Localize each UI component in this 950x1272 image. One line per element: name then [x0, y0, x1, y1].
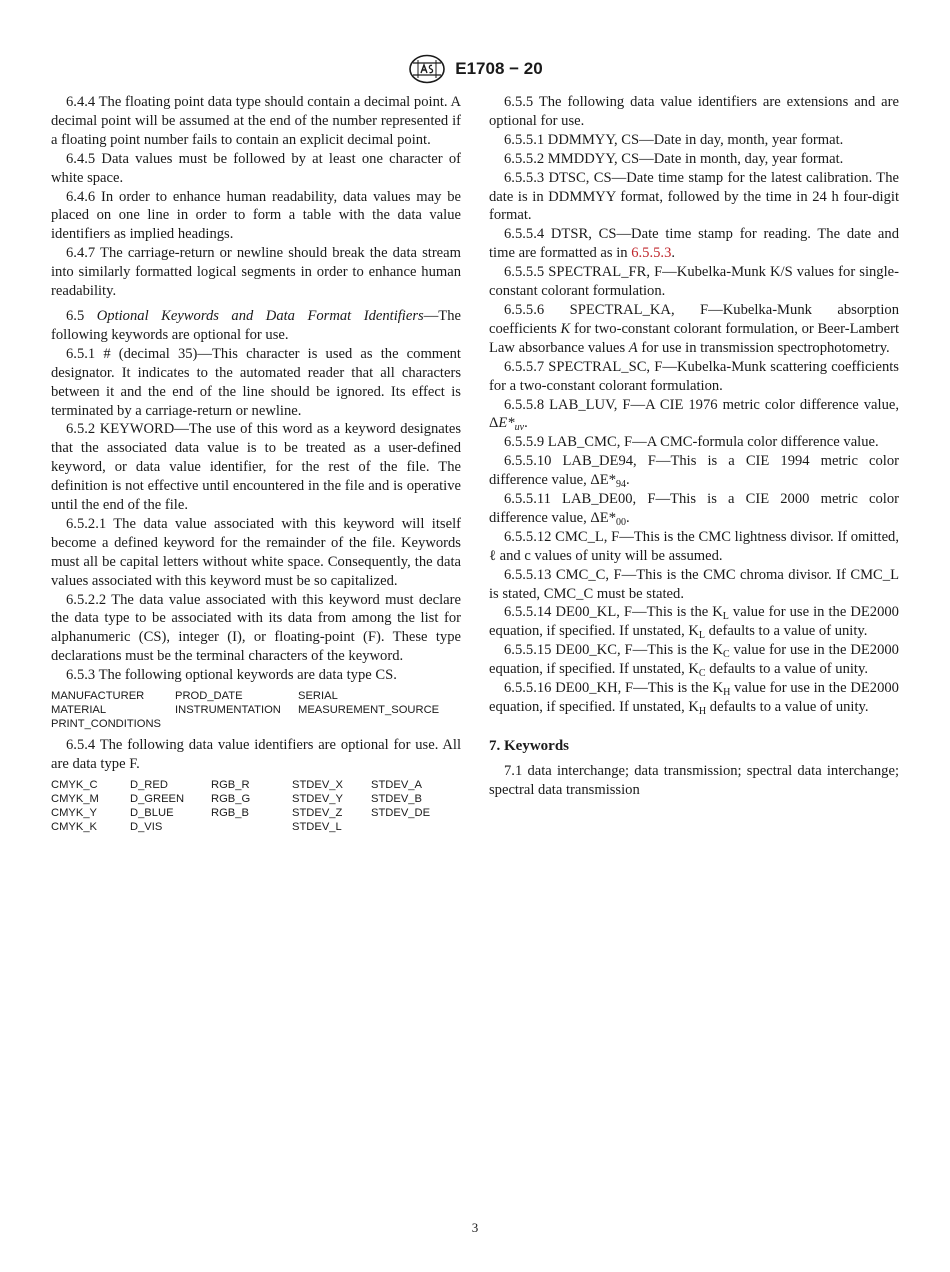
paragraph-6-5-5-3: 6.5.5.3 DTSC, CS—Date time stamp for the latest calibration. The date is in DDMMYY format, followed by the time in 24 h four-digit format.: [489, 169, 899, 224]
text-segment: value for use in the DE2000 equation, if specified. If unstated, K: [489, 604, 899, 640]
paragraph-6-4-7: 6.4.7 The carriage-return or newline should break the data stream into similarly formatted logical segments in order to enhance human readability.: [51, 245, 461, 300]
keyword: MEASUREMENT_SOURCE: [298, 704, 440, 717]
section-number: 6.5: [66, 307, 85, 324]
subscript: 94: [616, 479, 627, 491]
identifier: STDEV_X: [292, 778, 343, 791]
italic-symbol: A: [628, 339, 638, 356]
text-segment: 6.5.5.14 DE00_KL, F—This is the K: [504, 604, 723, 621]
paragraph-6-5-5-14: [489, 603, 899, 641]
paragraph-6-5-5-10: [489, 452, 899, 490]
identifier: STDEV_B: [371, 792, 422, 805]
paragraph-6-5-5-13: 6.5.5.13 CMC_C, F—This is the CMC chroma divisor. If CMC_L is stated, CMC_C must be stated.: [489, 566, 899, 602]
keyword: PROD_DATE: [175, 690, 243, 703]
italic-symbol: E*: [498, 415, 515, 432]
paragraph-6-5-2-1: 6.5.2.1 The data value associated with this keyword will itself become a defined keyword for the remainder of the file. Keywords must all be capital letters without white space. Consequently, the data values associated with this keyword must be so capitalized.: [51, 515, 461, 589]
f-identifier-table: [51, 778, 461, 834]
keyword: MANUFACTURER: [51, 690, 145, 703]
astm-logo: [407, 54, 447, 84]
paragraph-6-5-5-2: 6.5.5.2 MMDDYY, CS—Date in month, day, year format.: [504, 150, 844, 167]
subscript: L: [722, 611, 729, 623]
paragraph-6-5-5-12: 6.5.5.12 CMC_L, F—This is the CMC lightness divisor. If omitted, ℓ and c values of unity will be assumed.: [489, 528, 899, 564]
paragraph-7-1: 7.1 data interchange; data transmission; spectral data interchange; spectral data transmission: [489, 762, 899, 798]
paragraph-6-5-5-16: [489, 679, 899, 717]
designation: E1708 − 20: [455, 59, 543, 78]
page-header: [0, 54, 950, 84]
text-segment: .: [524, 415, 528, 432]
identifier: CMYK_Y: [51, 806, 98, 819]
paragraph-6-4-4: 6.4.4 The floating point data type should contain a decimal point. A decimal point will be assumed at the end of the number represented if a floating point number fails to contain an explicit decimal point.: [51, 94, 461, 148]
page-number: 3: [471, 1220, 479, 1235]
text-segment: 6.5.5.4 DTSR, CS—Date time stamp for reading. The date and time are formatted as in: [489, 226, 899, 262]
identifier: STDEV_A: [371, 778, 422, 791]
text-segment: defaults to a value of unity.: [705, 623, 868, 640]
paragraph-6-5-5-5: 6.5.5.5 SPECTRAL_FR, F—Kubelka-Munk K/S values for single-constant colorant formulation.: [489, 264, 899, 300]
text-segment: defaults to a value of unity.: [705, 661, 868, 678]
identifier: CMYK_K: [51, 820, 98, 833]
paragraph-6-5-2-2: 6.5.2.2 The data value associated with this keyword must declare the data type to be associated with its data from among the list for alphanumeric (CS), integer (I), or floating-point (F). These type declarations must be the terminal characters of the keyword.: [51, 591, 461, 665]
text-segment: value for use in the DE2000 equation, if specified. If unstated, K: [489, 680, 899, 715]
identifier: D_GREEN: [130, 792, 185, 805]
paragraph-6-5-2: 6.5.2 KEYWORD—The use of this word as a keyword designates that the associated data value is to be treated as a user-defined keyword, or data value identifier, for the rest of the file. The definition is not effective until encountered in the file and is operative until the end of the file.: [51, 421, 461, 514]
paragraph-6-5: [51, 307, 461, 345]
identifier: D_BLUE: [130, 806, 174, 819]
identifier: STDEV_L: [292, 820, 342, 833]
paragraph-6-5-1: 6.5.1 # (decimal 35)—This character is used as the comment designator. It indicates to the automated reader that all characters between it and the end of the line should be ignored. Its effect is terminated by a carriage-return or newline.: [51, 345, 461, 419]
keyword: INSTRUMENTATION: [175, 704, 281, 717]
keyword: MATERIAL: [51, 704, 107, 717]
identifier: STDEV_Z: [292, 806, 343, 819]
right-column: [489, 93, 899, 800]
cs-keyword-table: [51, 689, 461, 731]
identifier: RGB_R: [211, 778, 250, 791]
paragraph-6-5-3: 6.5.3 The following optional keywords are data type CS.: [66, 667, 397, 684]
paragraph-6-5-5-9: 6.5.5.9 LAB_CMC, F—A CMC-formula color difference value.: [504, 434, 879, 451]
text-segment: 6.5.5.15 DE00_KC, F—This is the K: [504, 642, 723, 659]
cross-reference-link[interactable]: 6.5.5.3: [631, 245, 672, 262]
identifier: RGB_G: [211, 792, 251, 805]
identifier: RGB_B: [211, 806, 249, 819]
text-segment: for two-constant colorant formulation, or Beer-Lambert Law absorbance values: [489, 320, 899, 356]
subscript: H: [723, 687, 731, 699]
paragraph-6-4-6: 6.4.6 In order to enhance human readability, data values may be placed on one line in order to form a table with the data value identifiers as implied headings.: [51, 188, 461, 243]
paragraph-6-5-5-1: 6.5.5.1 DDMMYY, CS—Date in day, month, year format.: [504, 131, 844, 148]
subscript: 00: [616, 516, 627, 528]
left-column: [51, 93, 461, 839]
text-segment: 6.5.5.6 SPECTRAL_KA, F—Kubelka-Munk absorption coefficients: [489, 301, 899, 337]
identifier: STDEV_DE: [371, 806, 431, 819]
text-segment: value for use in the DE2000 equation, if specified. If unstated, K: [489, 642, 899, 678]
text-segment: .: [626, 472, 630, 489]
paragraph-6-5-4: 6.5.4 The following data value identifiers are optional for use. All are data type F.: [51, 737, 461, 772]
empty-cell: [211, 820, 292, 834]
identifier: D_VIS: [130, 820, 163, 833]
paragraph-6-5-5-7: 6.5.5.7 SPECTRAL_SC, F—Kubelka-Munk scattering coefficients for a two-constant colorant formulation.: [489, 358, 899, 394]
paragraph-6-5-5-15: [489, 641, 899, 679]
identifier: CMYK_M: [51, 792, 99, 805]
text-segment: 6.5.5.16 DE00_KH, F—This is the K: [504, 680, 724, 697]
identifier: D_RED: [130, 778, 168, 791]
keyword: SERIAL: [298, 690, 338, 703]
section-7-heading: 7. Keywords: [489, 737, 569, 754]
text-segment: for use in transmission spectrophotometry.: [637, 339, 890, 356]
text-segment: .: [671, 245, 676, 262]
subscript: L: [698, 630, 706, 642]
section-text: —The following keywords are optional for use.: [51, 307, 461, 343]
keyword: PRINT_CONDITIONS: [51, 718, 162, 731]
subscript: C: [698, 668, 706, 680]
text-segment: defaults to a value of unity.: [706, 699, 869, 715]
subscript: C: [722, 649, 730, 661]
text-segment: 6.5.5.8 LAB_LUV, F—A CIE 1976 metric color difference value, Δ: [489, 396, 899, 432]
subscript: uv: [514, 422, 525, 434]
subscript: H: [698, 706, 707, 717]
paragraph-6-5-5-11: [489, 490, 899, 528]
section-title: Optional Keywords and Data Format Identifiers: [96, 307, 424, 324]
paragraph-6-5-5-6: [489, 301, 899, 358]
paragraph-6-5-5-4: [489, 225, 899, 263]
paragraph-6-4-5: 6.4.5 Data values must be followed by at least one character of white space.: [51, 150, 461, 186]
text-segment: 6.5.5.10 LAB_DE94, F—This is a CIE 1994 metric color difference value, ΔE*: [489, 453, 899, 489]
identifier: CMYK_C: [51, 778, 98, 791]
identifier: STDEV_Y: [292, 792, 343, 805]
paragraph-6-5-5: 6.5.5 The following data value identifiers are extensions and are optional for use.: [489, 94, 899, 129]
paragraph-6-5-5-8: [489, 396, 899, 434]
text-segment: 6.5.5.11 LAB_DE00, F—This is a CIE 2000 metric color difference value, ΔE*: [489, 491, 899, 526]
text-segment: .: [626, 509, 630, 526]
italic-symbol: K: [560, 320, 571, 337]
